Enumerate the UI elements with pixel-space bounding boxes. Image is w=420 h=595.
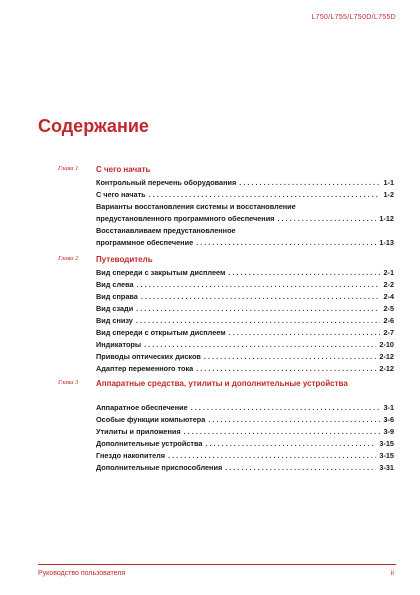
leader-dots	[208, 415, 380, 424]
toc-entry[interactable]	[96, 277, 394, 289]
toc-entry-page: 3-15	[379, 439, 394, 448]
toc-entry-text: программное обеспечение	[96, 238, 194, 247]
leader-dots	[225, 463, 376, 472]
toc-entry-page: 2-12	[379, 352, 394, 361]
toc-entry-page: 3-31	[379, 463, 394, 472]
toc-entry-text: Приводы оптических дисков	[96, 352, 201, 361]
header-model: L750/L755/L750D/L755D	[311, 14, 396, 21]
toc-entries	[96, 265, 394, 373]
toc-entry-text: предустановленного программного обеспечения	[96, 214, 275, 223]
toc-entry-text: Дополнительные приспособления	[96, 463, 223, 472]
toc-entries	[96, 175, 394, 247]
toc-entry-page: 3-15	[379, 451, 394, 460]
toc-entry-page: 2-2	[383, 280, 394, 289]
chapter-label: Глава 1	[58, 165, 79, 172]
toc-entry-page: 3-1	[383, 403, 394, 412]
page-title: Содержание	[38, 116, 149, 136]
toc-entry[interactable]	[96, 223, 394, 235]
leader-dots	[229, 328, 381, 337]
toc-entry[interactable]	[96, 199, 394, 211]
toc-entry-text: Вид сзади	[96, 304, 134, 313]
leader-dots	[205, 439, 376, 448]
toc-entry-page: 2-12	[379, 364, 394, 373]
toc-entry-page: 1-13	[379, 238, 394, 247]
leader-dots	[184, 427, 381, 436]
toc-entry-text: Особые функции компьютера	[96, 415, 206, 424]
toc-entry-text: Аппаратное обеспечение	[96, 403, 188, 412]
toc-entry-text: Гнездо накопителя	[96, 451, 166, 460]
toc-entry-page: 1-1	[383, 178, 394, 187]
toc-entry-page: 2-7	[383, 328, 394, 337]
leader-dots	[141, 292, 381, 301]
leader-dots	[196, 364, 376, 373]
toc-entry[interactable]	[96, 301, 394, 313]
toc-entry[interactable]	[96, 313, 394, 325]
toc-entry-page: 2-4	[383, 292, 394, 301]
toc-entry-page: 2-1	[383, 268, 394, 277]
toc-entry[interactable]	[96, 325, 394, 337]
toc-entry[interactable]	[96, 436, 394, 448]
toc-entry[interactable]	[96, 361, 394, 373]
toc-entry-text: Восстанавливаем предустановленное	[96, 226, 236, 235]
toc-entry[interactable]	[96, 400, 394, 412]
leader-dots	[136, 316, 381, 325]
toc-entry[interactable]	[96, 412, 394, 424]
chapter-title[interactable]: Аппаратные средства, утилиты и дополнительные устройства	[96, 379, 348, 388]
toc-entry-page: 3-9	[383, 427, 394, 436]
toc-entry[interactable]	[96, 337, 394, 349]
leader-dots	[149, 190, 381, 199]
toc-entry-page: 3-6	[383, 415, 394, 424]
leader-dots	[196, 238, 376, 247]
toc-entry-text: Вид слева	[96, 280, 134, 289]
toc-entry-page: 2-5	[383, 304, 394, 313]
toc-entry[interactable]	[96, 289, 394, 301]
toc-entry-text: Вид снизу	[96, 316, 133, 325]
page-number: ii	[390, 570, 394, 577]
toc-entry[interactable]	[96, 187, 394, 199]
toc-entry-text: Варианты восстановления системы и восстановление	[96, 202, 296, 211]
toc-entry[interactable]	[96, 424, 394, 436]
toc-entry-text: Дополнительные устройства	[96, 439, 203, 448]
toc-entries	[96, 400, 394, 472]
toc-entry[interactable]	[96, 235, 394, 247]
leader-dots	[137, 280, 381, 289]
toc-entry-text: Вид справа	[96, 292, 138, 301]
toc-entry-page: 1-2	[383, 190, 394, 199]
toc-entry[interactable]	[96, 265, 394, 277]
toc-entry-text: Контрольный перечень оборудования	[96, 178, 237, 187]
toc-entry-text: Адаптер переменного тока	[96, 364, 194, 373]
leader-dots	[277, 214, 376, 223]
toc-entry[interactable]	[96, 460, 394, 472]
footer-title: Руководство пользователя	[38, 570, 126, 577]
toc-entry[interactable]	[96, 211, 394, 223]
chapter-title[interactable]: С чего начать	[96, 165, 151, 174]
toc-entry-page: 1-12	[379, 214, 394, 223]
leader-dots	[239, 178, 380, 187]
toc-entry-text: Вид спереди с открытым дисплеем	[96, 328, 226, 337]
leader-dots	[191, 403, 381, 412]
chapter-title[interactable]: Путеводитель	[96, 255, 153, 264]
toc-entry-text: Индикаторы	[96, 340, 142, 349]
leader-dots	[204, 352, 376, 361]
toc-entry-text: Утилиты и приложения	[96, 427, 181, 436]
toc-entry-page: 2-10	[379, 340, 394, 349]
chapter-label: Глава 3	[58, 379, 79, 386]
leader-dots	[168, 451, 376, 460]
footer-divider	[38, 564, 396, 565]
toc-entry-page: 2-6	[383, 316, 394, 325]
toc-entry[interactable]	[96, 448, 394, 460]
toc-entry-text: Вид спереди с закрытым дисплеем	[96, 268, 226, 277]
toc-entry[interactable]	[96, 349, 394, 361]
toc-entry-text: С чего начать	[96, 190, 146, 199]
leader-dots	[144, 340, 376, 349]
chapter-label: Глава 2	[58, 255, 79, 262]
leader-dots	[228, 268, 380, 277]
leader-dots	[136, 304, 380, 313]
toc-entry[interactable]	[96, 175, 394, 187]
